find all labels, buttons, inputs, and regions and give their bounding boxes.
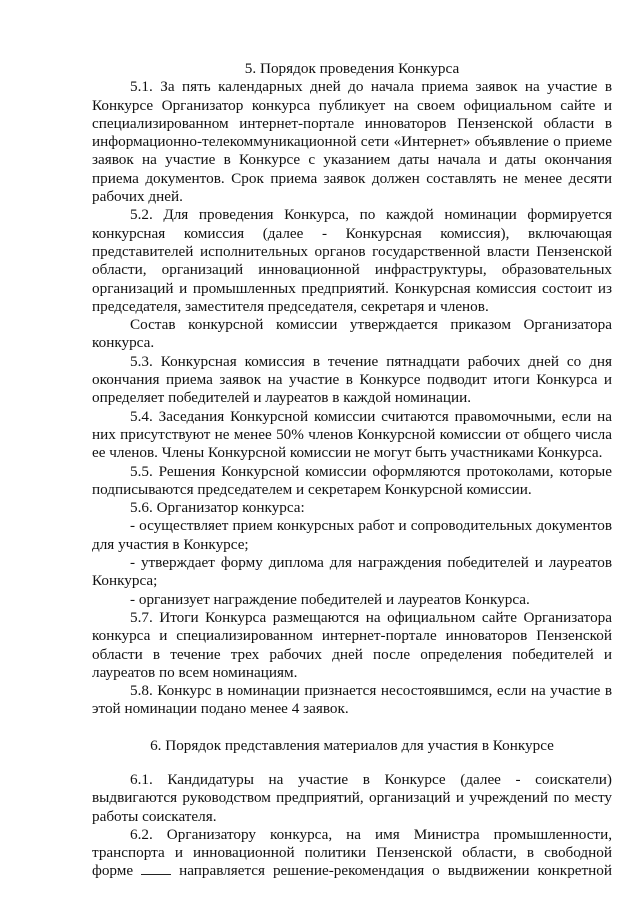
section-spacer bbox=[92, 719, 612, 737]
paragraph-5-2-composition: Состав конкурсной комиссии утверждается приказом Организатора конкурса. bbox=[92, 316, 612, 352]
paragraph-6-2-start: 6.2. Организатору конкурса, на имя Министра промышленности, транспорта и инновационной политики Пензенской области, в свободной форме bbox=[92, 825, 612, 880]
blank-underline bbox=[141, 862, 171, 875]
document-page bbox=[92, 60, 612, 881]
paragraph-6-1: 6.1. Кандидатуры на участие в Конкурсе (далее - соискатели) выдвигаются руководством предприятий, организаций и учреждений по месту работы соискателя. bbox=[92, 770, 612, 825]
paragraph-5-6: 5.6. Организатор конкурса: bbox=[130, 499, 305, 517]
list-item-5-6-3: - организует награждение победителей и лауреатов Конкурса. bbox=[130, 590, 530, 608]
paragraph-5-3: 5.3. Конкурсная комиссия в течение пятнадцати рабочих дней со дня окончания приема заявок на участие в Конкурсе подводит итоги Конкурса и определяет победителей и лауреатов в каждой номинации. bbox=[92, 352, 612, 407]
paragraph-5-8: 5.8. Конкурс в номинации признается несостоявшимся, если на участие в этой номинации подано менее 4 заявок. bbox=[92, 682, 612, 718]
paragraph-5-5: 5.5. Решения Конкурсной комиссии оформляются протоколами, которые подписываются председателем и секретарем Конкурсной комиссии. bbox=[92, 462, 612, 498]
paragraph-5-2: 5.2. Для проведения Конкурса, по каждой номинации формируется конкурсная комиссия (далее - Конкурсная комиссия), включающая представителей исполнительных органов государственной власти Пензенской области, организаций инновационной инфраструктуры, образовательных организаций и промышленных предприятий. Конкурсная комиссия состоит из председателя, заместителя председателя, секретаря и членов. bbox=[92, 206, 612, 315]
section-5-title: 5. Порядок проведения Конкурса bbox=[244, 60, 460, 77]
section-6-title: 6. Порядок представления материалов для участия в Конкурсе bbox=[150, 736, 554, 754]
list-item-5-6-2: - утверждает форму диплома для награждения победителей и лауреатов Конкурса; bbox=[92, 554, 612, 590]
paragraph-6-2-end: направляется решение-рекомендация о выдвижении конкретной bbox=[179, 862, 613, 880]
paragraph-5-1: 5.1. За пять календарных дней до начала приема заявок на участие в Конкурсе Организатор конкурса публикует на своем официальном сайте и специализированном интернет-портале инноваторов Пензенской области в информационно-телекоммуникационной сети «Интернет» объявление о приеме заявок на участие в Конкурсе с указанием даты начала и даты окончания приема документов. Срок приема заявок должен составлять не менее десяти рабочих дней. bbox=[92, 78, 612, 206]
paragraph-6-2 bbox=[92, 826, 612, 881]
paragraph-5-4: 5.4. Заседания Конкурсной комиссии считаются правомочными, если на них присутствуют не менее 50% членов Конкурсной комиссии от общего числа ее членов. Члены Конкурсной комиссии не могут быть участниками Конкурса. bbox=[92, 407, 612, 462]
paragraph-5-7: 5.7. Итоги Конкурса размещаются на официальном сайте Организатора конкурса и специализированном интернет-портале инноваторов Пензенской области в течение трех рабочих дней после определения победителей и лауреатов по всем номинациям. bbox=[92, 608, 612, 681]
list-item-5-6-1: - осуществляет прием конкурсных работ и сопроводительных документов для участия в Конкурсе; bbox=[92, 517, 612, 553]
section-spacer bbox=[92, 755, 612, 771]
